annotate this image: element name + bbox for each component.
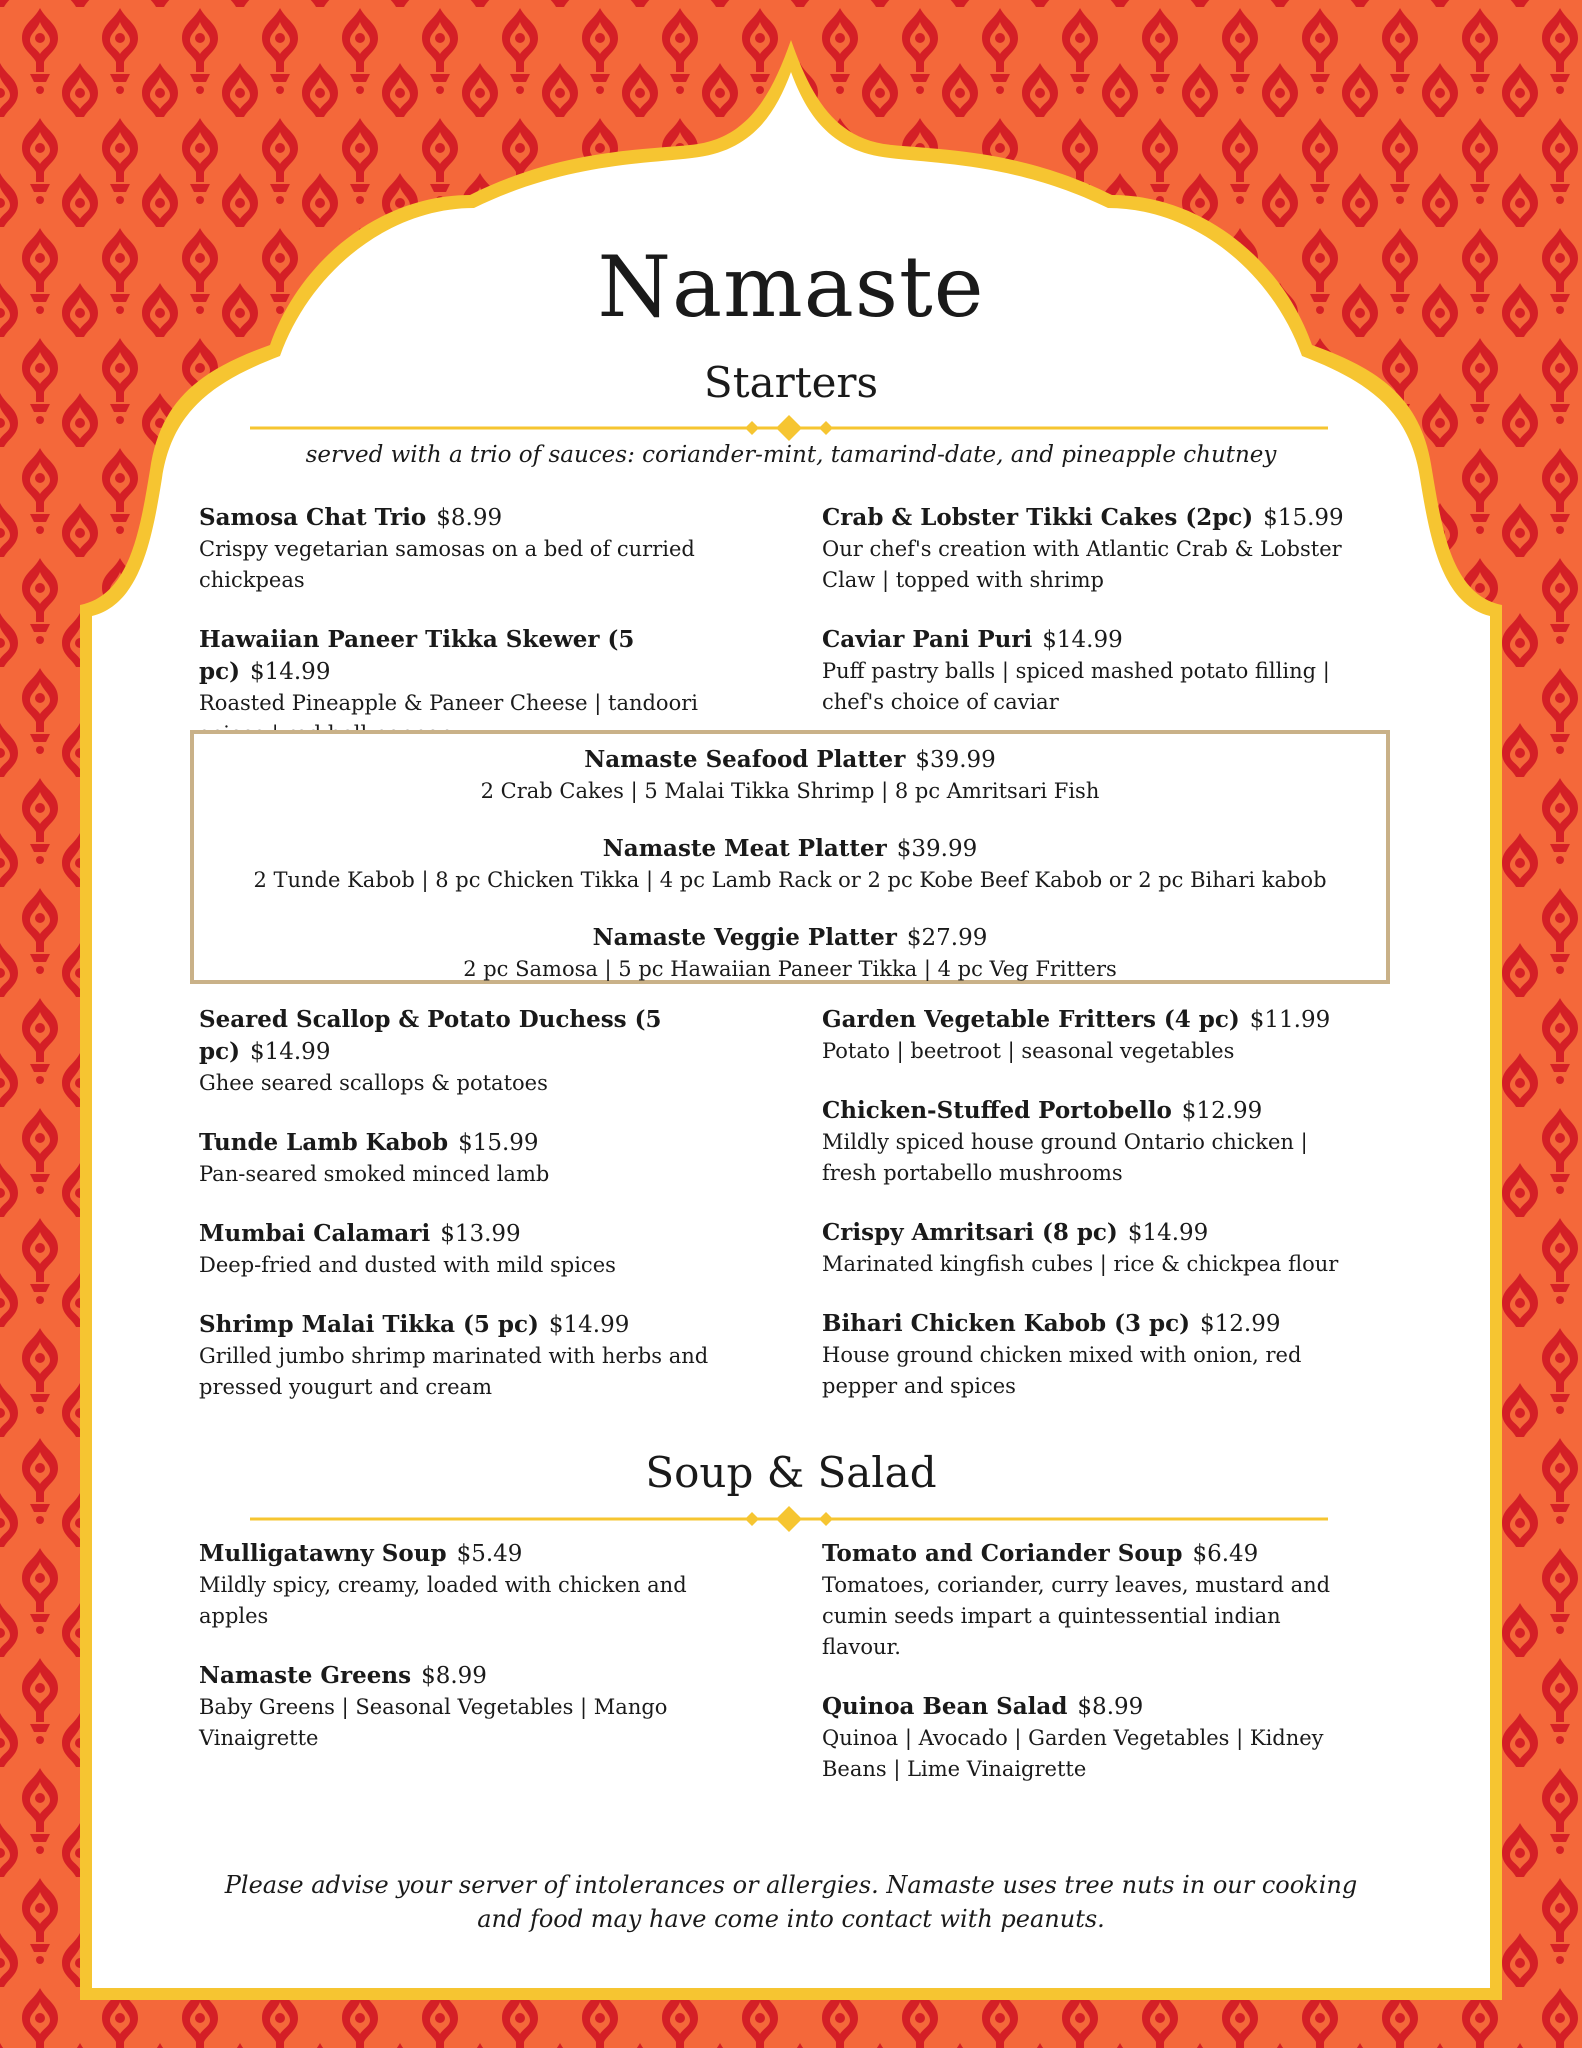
item-name: Tomato and Coriander Soup	[822, 1540, 1183, 1567]
platter-item	[194, 922, 1386, 985]
item-name: Crispy Amritsari (8 pc)	[822, 1219, 1118, 1246]
item-price: $11.99	[1249, 1007, 1331, 1033]
menu-item	[199, 1004, 739, 1099]
item-price: $39.99	[915, 747, 996, 773]
item-description: 2 pc Samosa | 5 pc Hawaiian Paneer Tikka | 4 pc Veg Fritters	[463, 957, 1117, 981]
item-price: $27.99	[906, 925, 988, 951]
item-name: Bihari Chicken Kabob (3 pc)	[822, 1310, 1190, 1337]
platter-box	[190, 730, 1390, 984]
item-price: $15.99	[458, 1130, 539, 1156]
soup-salad-right-column	[822, 1538, 1362, 1813]
item-price: $14.99	[1127, 1220, 1209, 1246]
starters-divider	[250, 413, 1328, 443]
item-name: Seared Scallop & Potato Duchess (5 pc)	[199, 1006, 662, 1065]
item-name: Hawaiian Paneer Tikka Skewer (5 pc)	[199, 626, 635, 685]
item-price: $14.99	[249, 1039, 331, 1065]
item-name: Caviar Pani Puri	[822, 626, 1033, 653]
item-description: Quinoa | Avocado | Garden Vegetables | Kidney Beans | Lime Vinaigrette	[822, 1726, 1324, 1781]
soup-salad-heading: Soup & Salad	[645, 1448, 937, 1497]
starters-left-column-2	[199, 1004, 739, 1431]
item-price: $13.99	[440, 1221, 521, 1247]
allergy-notice: Please advise your server of intolerances or allergies. Namaste uses tree nuts in our cooking and food may have come into contact with peanuts.	[224, 1871, 1358, 1933]
menu-item	[199, 1218, 739, 1281]
item-description: Mildly spiced house ground Ontario chicken | fresh portabello mushrooms	[822, 1130, 1308, 1185]
menu-item	[822, 502, 1362, 596]
item-name: Namaste Meat Platter	[602, 835, 887, 862]
menu-item	[822, 1004, 1362, 1067]
item-price: $8.99	[421, 1663, 487, 1689]
item-name: Shrimp Malai Tikka (5 pc)	[199, 1311, 539, 1338]
item-name: Namaste Seafood Platter	[584, 746, 906, 773]
item-name: Samosa Chat Trio	[199, 504, 427, 531]
item-description: Potato | beetroot | seasonal vegetables	[822, 1039, 1235, 1063]
item-price: $8.99	[436, 505, 503, 531]
starters-right-column-2	[822, 1004, 1362, 1430]
item-name: Namaste Veggie Platter	[592, 924, 897, 951]
item-name: Tunde Lamb Kabob	[199, 1129, 449, 1156]
platter-item	[194, 833, 1386, 896]
item-name: Crab & Lobster Tikki Cakes (2pc)	[822, 504, 1254, 531]
menu-item	[822, 1538, 1362, 1663]
item-description: Roasted Pineapple & Paneer Cheese | tandoori	[199, 691, 698, 715]
item-description: Grilled jumbo shrimp marinated with herbs and pressed yougurt and cream	[199, 1344, 709, 1399]
starters-right-column	[822, 502, 1362, 746]
menu-item	[822, 1308, 1362, 1402]
item-description: Tomatoes, coriander, curry leaves, mustard and cumin seeds impart a quintessential indian flavour.	[822, 1573, 1331, 1659]
menu-item	[822, 1217, 1362, 1280]
item-name: Namaste Greens	[199, 1662, 412, 1689]
soup-salad-divider	[250, 1504, 1328, 1534]
starters-subtitle: served with a trio of sauces: coriander-mint, tamarind-date, and pineapple chutney	[305, 442, 1277, 468]
menu-item	[822, 624, 1362, 718]
item-description: 2 Crab Cakes | 5 Malai Tikka Shrimp | 8 pc Amritsari Fish	[480, 779, 1100, 803]
item-description: Mildly spicy, creamy, loaded with chicken and apples	[199, 1573, 687, 1628]
item-description: Our chef's creation with Atlantic Crab & Lobster Claw | topped with shrimp	[822, 537, 1342, 592]
item-description: Pan-seared smoked minced lamb	[199, 1162, 550, 1186]
item-name: Garden Vegetable Fritters (4 pc)	[822, 1006, 1240, 1033]
item-description: Baby Greens | Seasonal Vegetables | Mango Vinaigrette	[199, 1695, 668, 1750]
soup-salad-left-column	[199, 1538, 739, 1782]
menu-item	[199, 1538, 739, 1632]
item-description: Crispy vegetarian samosas on a bed of curried chickpeas	[199, 537, 695, 592]
item-name: Mulligatawny Soup	[199, 1540, 447, 1567]
item-description: Deep-fried and dusted with mild spices	[199, 1253, 616, 1277]
item-price: $12.99	[1181, 1098, 1263, 1124]
menu-item	[199, 1309, 739, 1403]
platter-item	[194, 744, 1386, 807]
item-description: Marinated kingfish cubes | rice & chickpea flour	[822, 1252, 1339, 1276]
item-description: House ground chicken mixed with onion, red pepper and spices	[822, 1343, 1302, 1398]
item-description: Puff pastry balls | spiced mashed potato filling | chef's choice of caviar	[822, 659, 1330, 714]
menu-item	[822, 1691, 1362, 1785]
item-price: $14.99	[548, 1312, 630, 1338]
item-description: 2 Tunde Kabob | 8 pc Chicken Tikka | 4 pc Lamb Rack or 2 pc Kobe Beef Kabob or 2 pc Bihari kabob	[253, 868, 1327, 892]
item-description: Ghee seared scallops & potatoes	[199, 1071, 548, 1095]
item-price: $8.99	[1077, 1694, 1144, 1720]
restaurant-title: Namaste	[597, 238, 985, 336]
item-price: $15.99	[1263, 505, 1344, 531]
menu-item	[199, 1127, 739, 1190]
item-name: Mumbai Calamari	[199, 1220, 431, 1247]
item-price: $6.49	[1192, 1541, 1259, 1567]
starters-heading: Starters	[703, 358, 879, 407]
item-name: Quinoa Bean Salad	[822, 1693, 1068, 1720]
item-name: Chicken-Stuffed Portobello	[822, 1097, 1172, 1124]
item-price: $39.99	[896, 836, 978, 862]
item-price: $14.99	[249, 659, 331, 685]
item-price: $5.49	[456, 1541, 523, 1567]
menu-item	[199, 502, 739, 596]
item-price: $14.99	[1042, 627, 1123, 653]
menu-item	[822, 1095, 1362, 1189]
menu-item	[199, 1660, 739, 1754]
item-price: $12.99	[1200, 1311, 1281, 1337]
